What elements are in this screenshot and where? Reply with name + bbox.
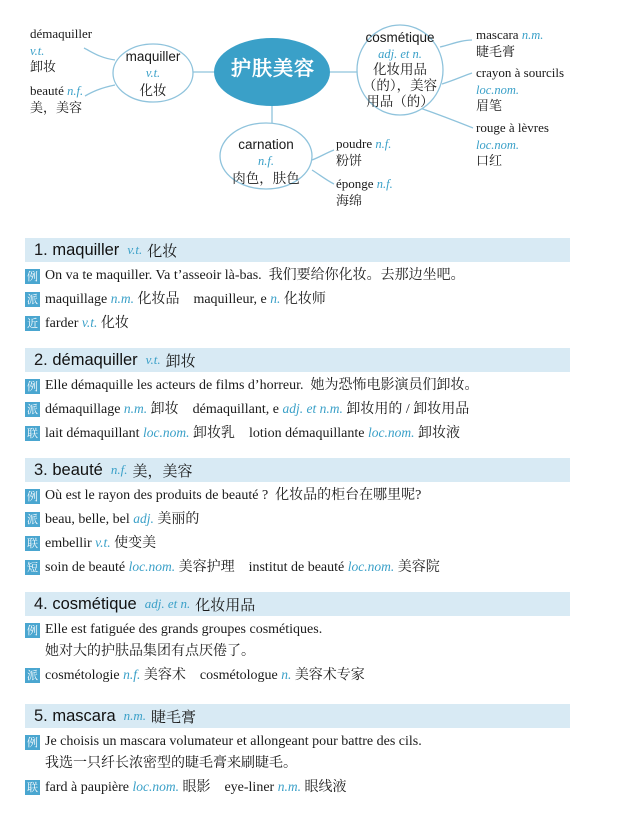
phrase-tag: 短 [27,561,38,574]
entry-translation: 美，美容 [132,462,193,480]
term-pos: n. [270,291,281,306]
term: lait démaquillant [45,426,140,441]
term-zh: 化妆 [100,316,129,331]
term-pos: n.m. [277,779,301,794]
entry-pos: n.f. [110,462,128,477]
leaf-mascara [476,27,543,60]
term: démaquillage [45,402,121,417]
node-cosmetique [357,30,443,110]
example-zh: 化妆品的柜台在哪里呢? [275,488,422,503]
term-zh: 美丽的 [157,512,200,527]
example-tag: 例 [27,736,38,749]
term: beau, belle, bel [45,512,130,527]
node-zh: 用品（的） [366,94,434,109]
leaf-pos: n.f. [67,84,84,98]
example-line [25,485,570,507]
term-pos: loc.nom. [142,425,190,440]
leaf-zh: 卸妆 [30,59,57,74]
term-pos: loc.nom. [347,559,395,574]
term-pos: loc.nom. [128,559,176,574]
term-zh: 眼线液 [304,780,347,795]
term-pos: n.f. [123,667,141,682]
related-line [25,776,570,799]
node-zh: 化妆用品 [373,62,427,77]
entry-translation: 睫毛膏 [151,708,197,726]
leaf-demaquiller [30,26,92,76]
node-pos: v.t. [145,66,161,80]
example-line [25,375,570,397]
leaf-rouge [476,120,549,170]
leaf-zh: 美，美容 [30,99,83,115]
example-fr: On va te maquiller. Va t’asseoir là-bas. [45,268,262,283]
leaf-zh: 海绵 [336,192,363,208]
term-pos: loc.nom. [367,425,415,440]
leaf-pos: v.t. [30,43,45,58]
leaf-word: démaquiller [30,26,93,41]
related-tag: 联 [27,427,38,440]
node-word: cosmétique [365,30,435,45]
entry-word: beauté [52,460,103,479]
example-zh: 我选一只纤长浓密型的睫毛膏来刷睫毛。 [45,756,297,771]
entry-number: 5. [34,706,48,725]
leaf-pos: n.f. [376,177,393,191]
term-zh: 卸妆液 [417,426,460,441]
related-tag: 联 [27,537,38,550]
leaf-poudre [336,136,391,169]
example-fr: Je choisis un mascara volumateur et allongeant pour battre des cils. [45,734,422,749]
entry-header [25,348,570,372]
example-zh: 她为恐怖电影演员们卸妆。 [310,378,479,393]
leaf-word: crayon à sourcils [476,65,565,80]
entry-number: 4. [34,594,48,613]
term-pos: n.m. [123,401,148,416]
node-word: carnation [238,137,294,152]
entry-pos: adj. et n. [144,596,191,611]
leaf-zh: 口红 [476,153,503,168]
center-node: 护肤美容 [231,56,315,80]
term-pos: v.t. [95,535,111,550]
entry-translation: 卸妆 [165,352,196,370]
term: embellir [45,536,92,551]
term: soin de beauté [45,560,126,575]
term-zh: 美容术专家 [294,668,365,683]
entry-word: cosmétique [52,594,137,613]
entry-header [25,704,570,728]
derivative-line [25,398,570,421]
leaf-word: éponge [336,176,374,191]
entry-word: mascara [52,706,116,725]
entry-pos: v.t. [145,352,161,367]
entry-header [25,458,570,482]
example-line [25,731,570,753]
entry-number: 3. [34,460,48,479]
term: farder [45,316,79,331]
entry-beaute [25,458,570,579]
term-zh: 眼影 [182,780,211,795]
term: démaquillant, e [192,402,279,417]
related-line [25,422,570,445]
term-pos: loc.nom. [132,779,179,794]
leaf-pos: n.f. [375,137,392,151]
term: cosmétologue [199,668,278,683]
term-zh: 卸妆 [150,402,179,417]
example-fr: Elle est fatiguée des grands groupes cosmétiques. [45,622,323,637]
leaf-word: poudre [336,136,373,151]
leaf-pos: loc.nom. [476,82,520,97]
derivative-tag: 派 [27,513,38,526]
entry-number: 1. [34,240,48,259]
example-tag: 例 [27,490,38,503]
example-fr: Où est le rayon des produits de beauté ? [45,488,269,503]
leaf-eponge [336,176,393,209]
derivative-tag: 派 [27,293,38,306]
entry-cosmetique [25,592,570,687]
phrase-line [25,556,570,579]
entry-header [25,592,570,616]
leaf-zh: 眉笔 [476,98,503,113]
entry-header [25,238,570,262]
entry-word: démaquiller [52,350,138,369]
term: lotion démaquillante [248,426,365,441]
synonym-line [25,312,570,335]
term-zh: 化妆师 [283,292,326,307]
term-pos: v.t. [81,315,98,330]
node-zh: 化妆 [139,83,167,98]
term-zh: 美容院 [397,560,440,575]
entry-translation: 化妆 [147,242,178,260]
related-tag: 联 [27,781,38,794]
entry-translation: 化妆用品 [195,596,256,614]
entry-demaquiller [25,348,570,445]
leaf-pos: n.m. [521,28,544,42]
derivative-tag: 派 [27,403,38,416]
entry-word: maquiller [52,240,120,259]
leaf-word: beauté [30,83,64,98]
leaf-word: rouge à lèvres [476,120,549,135]
term: fard à paupière [45,780,129,795]
leaf-zh: 睫毛膏 [476,43,516,59]
leaf-zh: 粉饼 [336,152,363,168]
leaf-word: mascara [476,27,519,42]
term-pos: adj. et n.m. [282,401,343,416]
term: maquilleur, e [193,292,267,307]
entry-number: 2. [34,350,48,369]
synonym-tag: 近 [27,317,38,330]
node-word: maquiller [125,49,181,64]
related-line [25,532,570,555]
leaf-beaute [30,83,83,116]
term: institut de beauté [248,560,345,575]
entry-pos: v.t. [127,242,143,257]
node-pos: adj. et n. [378,47,422,61]
term-pos: n.m. [110,291,134,306]
node-carnation [220,136,312,187]
term-zh: 使变美 [114,536,157,551]
leaf-pos: loc.nom. [476,137,520,152]
example-zh: 我们要给你化妆。去那边坐吧。 [268,268,465,283]
example-line [25,619,570,641]
example-tag: 例 [27,624,38,637]
node-zh: 肉色，肤色 [232,171,300,186]
derivative-line [25,508,570,531]
term-pos: n. [281,667,292,682]
example-tag: 例 [27,270,38,283]
derivative-tag: 派 [27,669,38,682]
term-zh: 卸妆乳 [192,426,235,441]
derivative-line [25,664,570,687]
example-line [25,265,570,287]
term: eye-liner [224,780,275,795]
derivative-line [25,288,570,311]
term: maquillage [45,292,108,307]
example-fr: Elle démaquille les acteurs de films d’horreur. [45,378,304,393]
entry-maquiller [25,238,570,335]
term-zh: 化妆品 [137,292,180,307]
term-zh: 美容护理 [178,560,235,575]
node-zh: （的），美容 [362,78,438,93]
term-zh: 美容术 [143,668,186,683]
mind-map [0,0,618,225]
term-zh: 卸妆用的 / 卸妆用品 [346,402,470,417]
node-pos: n.f. [258,154,274,168]
node-maquiller [113,48,193,99]
leaf-crayon [476,65,564,115]
term-pos: adj. [133,511,154,526]
entry-pos: n.m. [123,708,147,723]
example-tag: 例 [27,380,38,393]
entry-mascara [25,704,570,799]
example-zh: 她对大的护肤品集团有点厌倦了。 [45,644,255,659]
term: cosmétologie [45,668,120,683]
